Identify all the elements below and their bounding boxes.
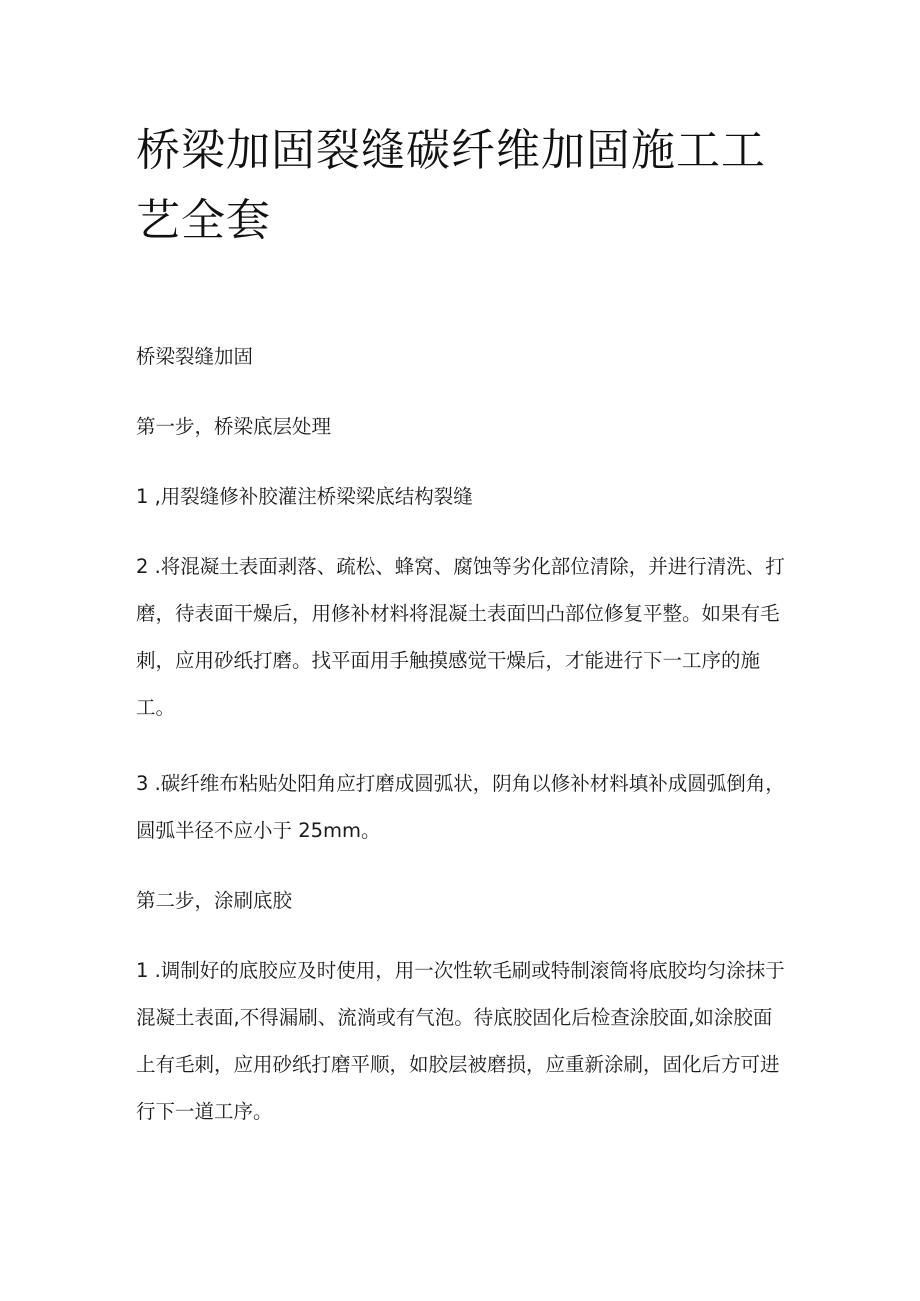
step-one-item-2: 2 .将混凝土表面剥落、疏松、蜂窝、腐蚀等劣化部位清除，并进行清洗、打磨，待表面干燥后，用修补材料将混凝土表面凹凸部位修复平整。如果有毛刺，应用砂纸打磨。找平面用手触摸感觉干燥后，才能进行下一工序的施工。 (136, 555, 785, 719)
step-two-heading: 第二步，涂刷底胶 (136, 889, 293, 912)
step-one-item-3: 3 .碳纤维布粘贴处阳角应打磨成圆弧状，阴角以修补材料填补成圆弧倒角，圆弧半径不应小于 25mm。 (136, 772, 785, 842)
step-two-item-1: 1 .调制好的底胶应及时使用，用一次性软毛刷或特制滚筒将底胶均匀涂抹于混凝土表面,不得漏刷、流淌或有气泡。待底胶固化后检查涂胶面,如涂胶面上有毛刺，应用砂纸打磨平顺，如胶层被磨损，应重新涂刷，固化后方可进行下一道工序。 (136, 959, 785, 1123)
section-heading: 桥梁裂缝加固 (136, 345, 254, 368)
document-title: 桥梁加固裂缝碳纤维加固施工工艺全套 (136, 125, 766, 246)
step-one-item-1: 1 ,用裂缝修补胶灌注桥梁梁底结构裂缝 (136, 485, 473, 508)
step-one-heading: 第一步，桥梁底层处理 (136, 415, 332, 438)
